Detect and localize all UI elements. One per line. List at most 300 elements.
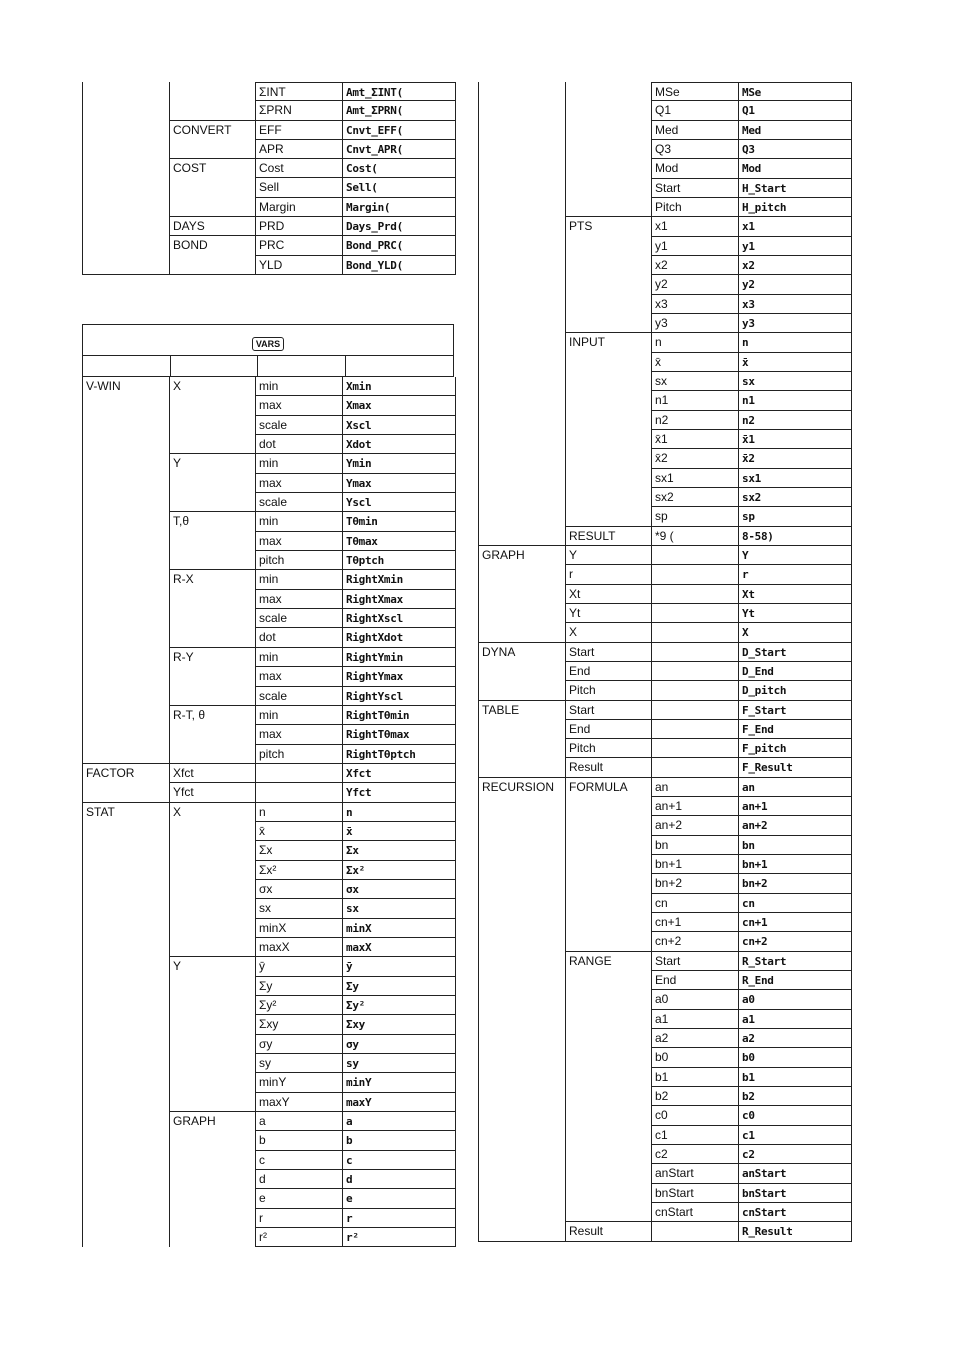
- item-cell: [566, 1010, 652, 1029]
- sub-item-cell: dot: [256, 435, 343, 454]
- table-row: [479, 1068, 851, 1087]
- sub-item-cell: EFF: [256, 121, 343, 140]
- group-cell: [83, 919, 170, 938]
- item-cell: [566, 1068, 652, 1087]
- table-row: [83, 996, 455, 1015]
- command-cell: y2: [739, 275, 851, 294]
- item-cell: [566, 391, 652, 410]
- item-cell: [566, 797, 652, 816]
- table-row: [479, 275, 851, 294]
- command-cell: c0: [739, 1106, 851, 1125]
- sub-item-cell: b2: [652, 1087, 739, 1106]
- sub-item-cell: YLD: [256, 256, 343, 275]
- sub-item-cell: [652, 739, 739, 758]
- sub-item-cell: sx: [256, 899, 343, 918]
- group-cell: [479, 372, 566, 391]
- command-cell: Y: [739, 546, 851, 565]
- sub-item-cell: n: [256, 803, 343, 822]
- sub-item-cell: n1: [652, 391, 739, 410]
- sub-item-cell: sy: [256, 1054, 343, 1073]
- group-cell: [479, 430, 566, 449]
- command-cell: RightXscl: [343, 609, 455, 628]
- item-cell: [566, 275, 652, 294]
- item-cell: Start: [566, 643, 652, 662]
- sub-item-cell: min: [256, 706, 343, 725]
- group-cell: [479, 1106, 566, 1125]
- sub-item-cell: [652, 681, 739, 700]
- group-cell: [479, 449, 566, 468]
- sub-item-cell: Q3: [652, 140, 739, 159]
- sub-item-cell: n: [652, 333, 739, 352]
- table-row: [479, 758, 851, 777]
- sub-item-cell: scale: [256, 609, 343, 628]
- table-row: [479, 314, 851, 333]
- item-cell: [170, 1035, 256, 1054]
- command-cell: RightTθptch: [343, 745, 455, 764]
- table-row: [479, 449, 851, 468]
- item-cell: [170, 822, 256, 841]
- table-row: [83, 159, 455, 178]
- command-cell: RightTθmax: [343, 725, 455, 744]
- item-cell: GRAPH: [170, 1112, 256, 1131]
- table-row: [83, 416, 455, 435]
- table-row: [83, 198, 455, 217]
- command-cell: F_pitch: [739, 739, 851, 758]
- group-cell: [83, 217, 170, 236]
- item-cell: X: [170, 377, 256, 396]
- command-cell: Cnvt_APR(: [343, 140, 455, 159]
- table-row: [83, 1131, 455, 1150]
- group-cell: [83, 1035, 170, 1054]
- table-row: [83, 1093, 455, 1112]
- item-cell: [170, 198, 256, 217]
- command-cell: Q3: [739, 140, 851, 159]
- sub-item-cell: cn+1: [652, 913, 739, 932]
- command-cell: F_Start: [739, 701, 851, 720]
- table-row: [479, 952, 851, 971]
- group-cell: [479, 527, 566, 546]
- table-row: [479, 1184, 851, 1203]
- sub-item-cell: min: [256, 454, 343, 473]
- command-cell: sx: [739, 372, 851, 391]
- item-cell: [170, 416, 256, 435]
- table-row: [83, 454, 455, 473]
- table-row: [479, 391, 851, 410]
- sub-item-cell: sx1: [652, 469, 739, 488]
- sub-item-cell: y2: [652, 275, 739, 294]
- sub-item-cell: Σy: [256, 977, 343, 996]
- sub-item-cell: [652, 701, 739, 720]
- command-cell: a1: [739, 1010, 851, 1029]
- table-row: [83, 706, 455, 725]
- command-cell: H_pitch: [739, 198, 851, 217]
- group-cell: [479, 1029, 566, 1048]
- item-cell: [566, 855, 652, 874]
- sub-item-cell: c0: [652, 1106, 739, 1125]
- group-cell: [83, 957, 170, 976]
- table-row: [479, 295, 851, 314]
- sub-item-cell: Σx: [256, 841, 343, 860]
- item-cell: [170, 1209, 256, 1228]
- group-cell: [83, 745, 170, 764]
- sub-item-cell: b0: [652, 1048, 739, 1067]
- command-cell: c1: [739, 1126, 851, 1145]
- group-cell: [83, 178, 170, 197]
- table-row: [479, 82, 851, 101]
- sub-item-cell: Med: [652, 121, 739, 140]
- group-cell: [479, 874, 566, 893]
- group-cell: [479, 411, 566, 430]
- item-cell: [170, 101, 256, 120]
- command-cell: Sell(: [343, 178, 455, 197]
- sub-item-cell: sx2: [652, 488, 739, 507]
- item-cell: End: [566, 720, 652, 739]
- group-cell: [479, 565, 566, 584]
- group-cell: [83, 236, 170, 255]
- table-right: [478, 82, 852, 1242]
- sub-item-cell: MSe: [652, 82, 739, 101]
- sub-item-cell: anStart: [652, 1164, 739, 1183]
- sub-item-cell: c1: [652, 1126, 739, 1145]
- command-cell: x1: [739, 217, 851, 236]
- sub-item-cell: an: [652, 778, 739, 797]
- item-cell: [566, 237, 652, 256]
- sub-item-cell: sx: [652, 372, 739, 391]
- item-cell: [566, 198, 652, 217]
- group-cell: [479, 391, 566, 410]
- sub-item-cell: an+1: [652, 797, 739, 816]
- item-cell: [566, 894, 652, 913]
- command-cell: minY: [343, 1073, 455, 1092]
- group-cell: [83, 159, 170, 178]
- table-row: [479, 1010, 851, 1029]
- group-cell: [83, 609, 170, 628]
- table-row: [479, 430, 851, 449]
- group-cell: [83, 1093, 170, 1112]
- sub-item-cell: cnStart: [652, 1203, 739, 1222]
- item-cell: [566, 411, 652, 430]
- group-cell: [83, 198, 170, 217]
- table-row: [83, 899, 455, 918]
- item-cell: [170, 628, 256, 647]
- group-cell: [83, 1151, 170, 1170]
- command-cell: c: [343, 1151, 455, 1170]
- group-cell: [479, 353, 566, 372]
- command-cell: X: [739, 623, 851, 642]
- item-cell: R-X: [170, 570, 256, 589]
- item-cell: [170, 551, 256, 570]
- item-cell: [170, 938, 256, 957]
- group-cell: [83, 1015, 170, 1034]
- table-row: [479, 836, 851, 855]
- command-cell: c2: [739, 1145, 851, 1164]
- item-cell: Xt: [566, 585, 652, 604]
- command-cell: n: [739, 333, 851, 352]
- item-cell: [566, 1048, 652, 1067]
- group-cell: [479, 256, 566, 275]
- item-cell: Yt: [566, 604, 652, 623]
- table-row: [479, 469, 851, 488]
- sub-item-cell: min: [256, 570, 343, 589]
- command-cell: RightYscl: [343, 687, 455, 706]
- sub-item-cell: c: [256, 1151, 343, 1170]
- group-cell: [83, 822, 170, 841]
- command-cell: F_Result: [739, 758, 851, 777]
- group-cell: [479, 217, 566, 236]
- table-row: [83, 1209, 455, 1228]
- command-cell: Mod: [739, 159, 851, 178]
- table-row: [83, 1073, 455, 1092]
- command-cell: b2: [739, 1087, 851, 1106]
- sub-item-cell: maxX: [256, 938, 343, 957]
- item-cell: [566, 159, 652, 178]
- table-row: [479, 1126, 851, 1145]
- sub-item-cell: [652, 758, 739, 777]
- item-cell: RANGE: [566, 952, 652, 971]
- group-cell: [479, 140, 566, 159]
- table-row: [83, 1054, 455, 1073]
- sub-item-cell: [652, 662, 739, 681]
- item-cell: [170, 1073, 256, 1092]
- command-cell: r: [739, 565, 851, 584]
- table-row: [479, 179, 851, 198]
- group-cell: [479, 662, 566, 681]
- item-cell: [170, 725, 256, 744]
- item-cell: [170, 996, 256, 1015]
- item-cell: Result: [566, 1222, 652, 1241]
- group-cell: [83, 667, 170, 686]
- table-top: [82, 82, 456, 275]
- sub-item-cell: Margin: [256, 198, 343, 217]
- item-cell: [170, 493, 256, 512]
- sub-item-cell: a1: [652, 1010, 739, 1029]
- table-row: [479, 411, 851, 430]
- table-row: [83, 590, 455, 609]
- item-cell: [566, 1145, 652, 1164]
- table-row: [83, 82, 455, 101]
- group-cell: [83, 121, 170, 140]
- table-row: [83, 880, 455, 899]
- sub-item-cell: [652, 1222, 739, 1241]
- item-cell: [566, 179, 652, 198]
- command-cell: Xt: [739, 585, 851, 604]
- sub-item-cell: an+2: [652, 816, 739, 835]
- group-cell: [83, 880, 170, 899]
- sub-item-cell: [652, 585, 739, 604]
- table-row: [83, 938, 455, 957]
- group-cell: [83, 938, 170, 957]
- item-cell: Result: [566, 758, 652, 777]
- table-row: [479, 739, 851, 758]
- command-cell: sx2: [739, 488, 851, 507]
- item-cell: [566, 140, 652, 159]
- group-cell: [479, 720, 566, 739]
- item-cell: FORMULA: [566, 778, 652, 797]
- sub-item-cell: x̄1: [652, 430, 739, 449]
- command-cell: d: [343, 1170, 455, 1189]
- table-row: [83, 1151, 455, 1170]
- command-cell: Xmin: [343, 377, 455, 396]
- item-cell: [566, 816, 652, 835]
- command-cell: r²: [343, 1228, 455, 1247]
- table-row: [479, 894, 851, 913]
- command-cell: cn+1: [739, 913, 851, 932]
- table-row: [479, 140, 851, 159]
- item-cell: [170, 178, 256, 197]
- command-cell: Tθptch: [343, 551, 455, 570]
- group-cell: [479, 952, 566, 971]
- group-cell: STAT: [83, 803, 170, 822]
- sub-item-cell: End: [652, 971, 739, 990]
- table-row: [479, 1048, 851, 1067]
- sub-item-cell: x̄: [652, 353, 739, 372]
- item-cell: [566, 314, 652, 333]
- sub-item-cell: [652, 623, 739, 642]
- group-cell: [83, 454, 170, 473]
- sub-item-cell: a0: [652, 990, 739, 1009]
- table-row: [83, 861, 455, 880]
- sub-item-cell: scale: [256, 493, 343, 512]
- command-cell: 8-58): [739, 527, 851, 546]
- item-cell: [566, 1203, 652, 1222]
- group-cell: [479, 469, 566, 488]
- command-cell: RightYmax: [343, 667, 455, 686]
- command-cell: MSe: [739, 82, 851, 101]
- command-cell: Xmax: [343, 396, 455, 415]
- group-cell: [83, 628, 170, 647]
- sub-item-cell: [652, 720, 739, 739]
- group-cell: [83, 1112, 170, 1131]
- table-row: [479, 643, 851, 662]
- item-cell: [566, 1126, 652, 1145]
- sub-item-cell: Mod: [652, 159, 739, 178]
- table-row: [479, 565, 851, 584]
- item-cell: [566, 874, 652, 893]
- sub-item-cell: max: [256, 725, 343, 744]
- group-cell: [479, 681, 566, 700]
- sub-item-cell: min: [256, 648, 343, 667]
- table-row: [479, 353, 851, 372]
- table-row: [479, 816, 851, 835]
- group-cell: [479, 990, 566, 1009]
- group-cell: [83, 1228, 170, 1247]
- group-cell: [83, 140, 170, 159]
- group-cell: [479, 1184, 566, 1203]
- table-row: [83, 570, 455, 589]
- command-cell: sp: [739, 507, 851, 526]
- sub-item-cell: Cost: [256, 159, 343, 178]
- item-cell: Y: [566, 546, 652, 565]
- table-row: [83, 396, 455, 415]
- sub-item-cell: y1: [652, 237, 739, 256]
- command-cell: b0: [739, 1048, 851, 1067]
- group-cell: [479, 894, 566, 913]
- table-row: [83, 764, 455, 783]
- command-cell: x̄1: [739, 430, 851, 449]
- item-cell: [566, 488, 652, 507]
- table-left: [82, 377, 456, 1247]
- group-cell: [479, 913, 566, 932]
- sub-item-cell: r: [256, 1209, 343, 1228]
- command-cell: bn: [739, 836, 851, 855]
- item-cell: [170, 140, 256, 159]
- command-cell: an+1: [739, 797, 851, 816]
- sub-item-cell: Σx²: [256, 861, 343, 880]
- sub-item-cell: pitch: [256, 551, 343, 570]
- table-row: [83, 725, 455, 744]
- item-cell: [566, 1106, 652, 1125]
- sub-item-cell: x2: [652, 256, 739, 275]
- sub-item-cell: minY: [256, 1073, 343, 1092]
- item-cell: Y: [170, 957, 256, 976]
- sub-item-cell: σx: [256, 880, 343, 899]
- item-cell: [170, 435, 256, 454]
- group-cell: [479, 1164, 566, 1183]
- command-cell: Med: [739, 121, 851, 140]
- group-cell: [83, 396, 170, 415]
- table-row: [83, 822, 455, 841]
- command-cell: sx1: [739, 469, 851, 488]
- sub-item-cell: Sell: [256, 178, 343, 197]
- table-row: [479, 488, 851, 507]
- command-cell: maxX: [343, 938, 455, 957]
- sub-item-cell: max: [256, 667, 343, 686]
- sub-item-cell: [256, 783, 343, 802]
- group-cell: [479, 198, 566, 217]
- item-cell: BOND: [170, 236, 256, 255]
- table-row: [479, 1164, 851, 1183]
- command-cell: bn+1: [739, 855, 851, 874]
- group-cell: [83, 706, 170, 725]
- sub-item-cell: cn+2: [652, 932, 739, 951]
- group-cell: [479, 1222, 566, 1241]
- table-row: [83, 957, 455, 976]
- group-cell: [479, 623, 566, 642]
- command-cell: Σy²: [343, 996, 455, 1015]
- command-cell: Xfct: [343, 764, 455, 783]
- table-row: [83, 745, 455, 764]
- sub-item-cell: scale: [256, 687, 343, 706]
- group-cell: [83, 725, 170, 744]
- table-row: [479, 159, 851, 178]
- group-cell: [479, 507, 566, 526]
- group-cell: TABLE: [479, 701, 566, 720]
- table-row: [479, 1029, 851, 1048]
- item-cell: Y: [170, 454, 256, 473]
- command-cell: b1: [739, 1068, 851, 1087]
- sub-item-cell: σy: [256, 1035, 343, 1054]
- group-cell: [83, 1189, 170, 1208]
- sub-item-cell: Σy²: [256, 996, 343, 1015]
- vars-key-icon: VARS: [252, 337, 284, 351]
- item-cell: Start: [566, 701, 652, 720]
- group-cell: V-WIN: [83, 377, 170, 396]
- command-cell: F_End: [739, 720, 851, 739]
- table-row: [83, 687, 455, 706]
- group-cell: [479, 797, 566, 816]
- command-cell: cn+2: [739, 932, 851, 951]
- group-cell: [83, 1054, 170, 1073]
- item-cell: [170, 1015, 256, 1034]
- group-cell: [83, 861, 170, 880]
- sub-item-cell: scale: [256, 416, 343, 435]
- command-cell: sx: [343, 899, 455, 918]
- sub-item-cell: x̄2: [652, 449, 739, 468]
- command-cell: x3: [739, 295, 851, 314]
- group-cell: [479, 488, 566, 507]
- group-cell: [479, 1203, 566, 1222]
- table-row: [479, 333, 851, 352]
